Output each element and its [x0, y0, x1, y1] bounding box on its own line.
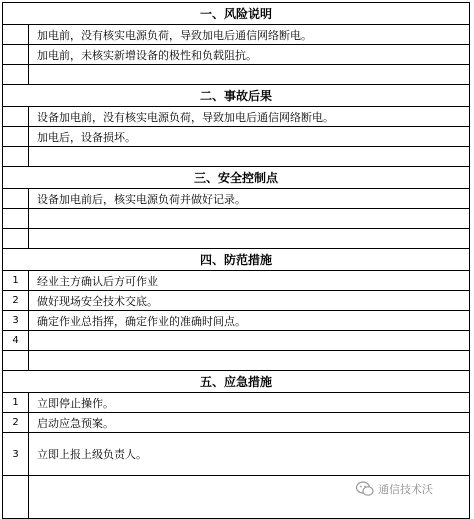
section-title-risk: 一、风险说明 [3, 3, 470, 25]
table-row [3, 209, 470, 229]
row-text [29, 209, 470, 229]
table-row [3, 311, 470, 331]
table-row [3, 65, 470, 85]
watermark [356, 481, 433, 497]
table-row [3, 393, 470, 413]
section-title-consequence: 二、事故后果 [3, 85, 470, 107]
section-header-row [3, 167, 470, 189]
row-number: 3 [3, 311, 29, 331]
row-text: 加电前，没有核实电源负荷，导致加电后通信网络断电。 [29, 25, 470, 45]
row-text: 立即停止操作。 [29, 393, 470, 413]
row-text [29, 331, 470, 351]
section-header-row [3, 371, 470, 393]
row-number [3, 45, 29, 65]
table-row [3, 433, 470, 476]
section-header-row [3, 3, 470, 25]
row-number [3, 65, 29, 85]
row-number: 1 [3, 271, 29, 291]
table-row [3, 331, 470, 351]
wechat-icon [356, 481, 374, 497]
row-number [3, 25, 29, 45]
table-row [3, 127, 470, 147]
table-row [3, 147, 470, 167]
row-number: 1 [3, 393, 29, 413]
row-number: 2 [3, 413, 29, 433]
row-text [29, 147, 470, 167]
risk-table [2, 2, 470, 519]
row-number [3, 229, 29, 249]
row-text: 确定作业总指挥，确定作业的准确时间点。 [29, 311, 470, 331]
row-text: 启动应急预案。 [29, 413, 470, 433]
row-text: 设备加电前，没有核实电源负荷，导致加电后通信网络断电。 [29, 107, 470, 127]
table-row [3, 413, 470, 433]
row-text [29, 351, 470, 371]
row-number [3, 189, 29, 209]
row-number [3, 351, 29, 371]
table-row [3, 25, 470, 45]
row-number: 2 [3, 291, 29, 311]
table-row [3, 351, 470, 371]
section-header-row [3, 85, 470, 107]
row-text: 加电后，设备损坏。 [29, 127, 470, 147]
table-row [3, 189, 470, 209]
row-number [3, 209, 29, 229]
row-number [3, 476, 29, 519]
row-text [29, 65, 470, 85]
row-text: 经业主方确认后方可作业 [29, 271, 470, 291]
row-number: 3 [3, 433, 29, 476]
table-row [3, 45, 470, 65]
row-text: 设备加电前后，核实电源负荷并做好记录。 [29, 189, 470, 209]
section-title-prevention: 四、防范措施 [3, 249, 470, 271]
watermark-text: 通信技术沃 [378, 483, 433, 496]
table-row [3, 291, 470, 311]
row-text: 加电前，未核实新增设备的极性和负载阻抗。 [29, 45, 470, 65]
row-number [3, 107, 29, 127]
section-title-emergency: 五、应急措施 [3, 371, 470, 393]
row-text: 做好现场安全技术交底。 [29, 291, 470, 311]
row-text [29, 229, 470, 249]
row-number: 4 [3, 331, 29, 351]
section-header-row [3, 249, 470, 271]
table-row [3, 229, 470, 249]
row-number [3, 127, 29, 147]
table-row [3, 271, 470, 291]
table-row [3, 107, 470, 127]
row-text: 立即上报上级负责人。 [29, 433, 470, 476]
row-number [3, 147, 29, 167]
section-title-control-point: 三、安全控制点 [3, 167, 470, 189]
